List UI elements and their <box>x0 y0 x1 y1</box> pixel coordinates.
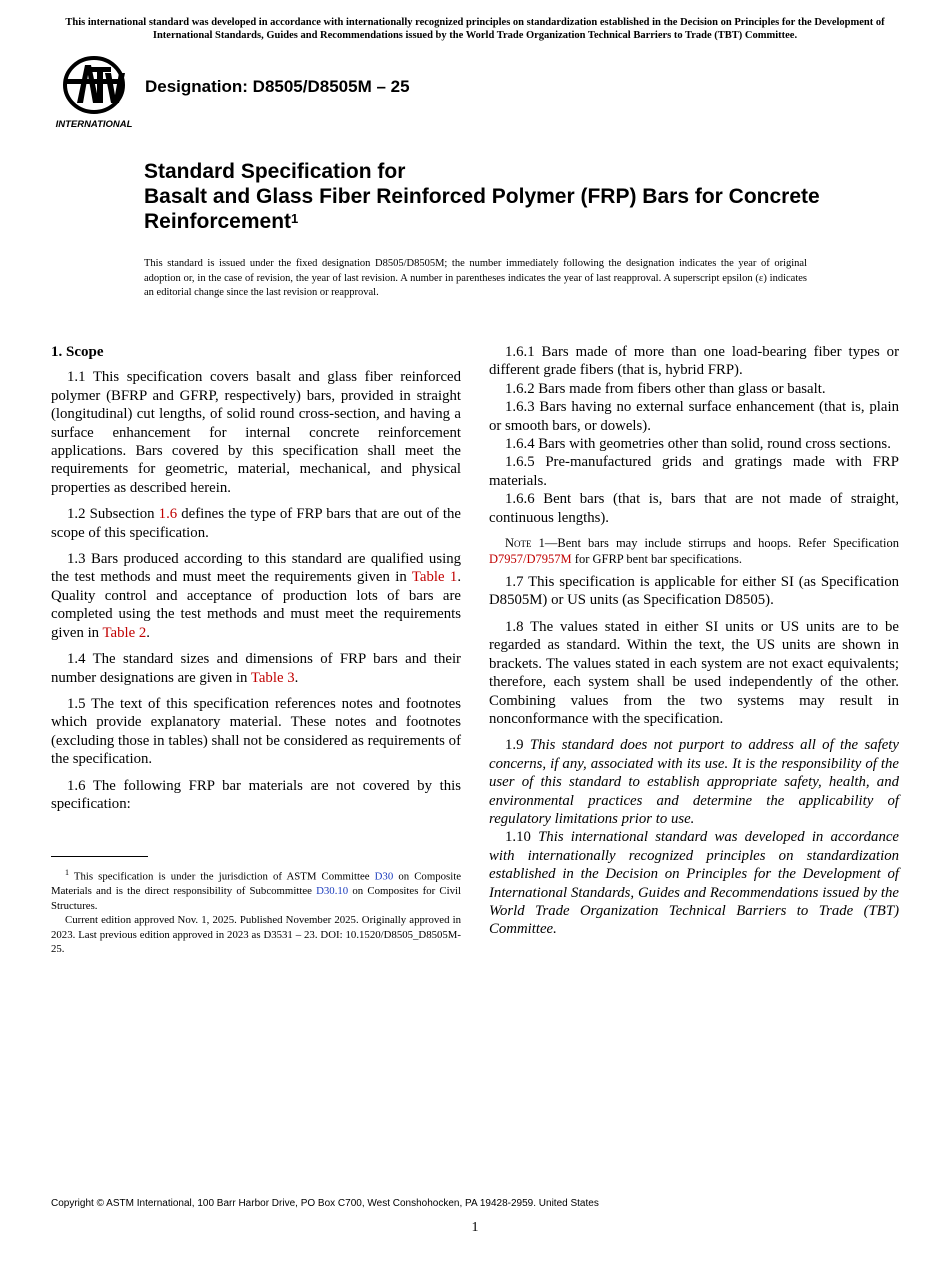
link-subcommittee-d30-10[interactable]: D30.10 <box>316 885 349 898</box>
link-table-2[interactable]: Table 2 <box>102 624 147 641</box>
paragraph-1-9: 1.9 This standard does not purport to address all of the safety concerns, if any, associated with its use. It is the responsibility of the user of this standard to establish appropriate safety, health, and environmental practices and determine the applicability of regulatory limitations prior to use. <box>489 737 899 827</box>
logo-text: INTERNATIONAL <box>55 119 133 130</box>
link-d7957[interactable]: D7957/D7957M <box>489 552 572 567</box>
designation-prefix: Designation: D8505/D8505M <box>145 77 372 96</box>
link-subsection-1-6[interactable]: 1.6 <box>158 506 178 523</box>
astm-international-logo-icon <box>53 55 135 131</box>
footnote-1: $^1$ This specification is under the jurisdiction of ASTM Committee D30 on Composite Materials and is the direct responsibility of Subcommittee D30.10 on Composites for Civil Structures. <box>51 868 462 912</box>
left-column <box>51 343 461 821</box>
paragraph-1-10: 1.10 This international standard was developed in accordance with internationally recognized principles on standardization established in the Decision on Principles for the Development of International Standards, Guides and Recommendations issued by the World Trade Organization Technical Barriers to Trade (TBT) Committee. <box>489 829 899 938</box>
paragraph-1-6-5: 1.6.5 Pre-manufactured grids and gratings made with FRP materials. <box>489 454 899 489</box>
paragraph-1-4: 1.4 The standard sizes and dimensions of FRP bars and their number designations are given in Table 3. <box>51 651 461 686</box>
issuance-statement: This standard is issued under the fixed designation D8505/D8505M; the number immediately following the designation indicates the year of original adoption or, in the case of revision, the year of last revision. A number in parentheses indicates the year of last reapproval. A superscript epsilon (ε) indicates an editorial change since the last revision or reapproval. <box>144 258 807 298</box>
note-label: Note <box>505 536 532 551</box>
paragraph-1-6: 1.6 The following FRP bar materials are not covered by this specification: <box>51 777 461 812</box>
document-title <box>144 159 844 234</box>
designation-year: 25 <box>390 77 410 96</box>
note-1: Note 1—Bent bars may include stirrups and hoops. Refer Specification D7957/D7957M for GFRP bent bar specifications. <box>489 536 899 567</box>
designation <box>145 77 410 97</box>
paragraph-1-2: 1.2 Subsection 1.6 defines the type of FRP bars that are out of the scope of this specification. <box>51 506 461 541</box>
title-line-1: Standard Specification for <box>144 160 406 183</box>
paragraph-1-6-2: 1.6.2 Bars made from fibers other than glass or basalt. <box>505 380 826 397</box>
link-committee-d30[interactable]: D30 <box>374 870 394 883</box>
title-footnote-mark[interactable]: 1 <box>291 211 299 226</box>
footnote-edition: Current edition approved Nov. 1, 2025. Published November 2025. Originally approved in 2023. Last previous edition approved in 2023 as D3531 – 23. DOI: 10.1520/D8505_D8505M-25. <box>51 914 461 956</box>
paragraph-1-6-3: 1.6.3 Bars having no external surface enhancement (that is, plain or smooth bars, or dowels). <box>489 399 899 434</box>
copyright-notice: Copyright © ASTM International, 100 Barr Harbor Drive, PO Box C700, West Conshohocken, PA 19428-2959. United States <box>51 1198 599 1209</box>
header-notice: This international standard was developed in accordance with internationally recognized principles on standardization established in the Decision on Principles for the Development of International Standards, Guides and Recommendations issued by the World Trade Organization Technical Barriers to Trade (TBT) Committee. <box>65 17 885 41</box>
paragraph-1-6-4: 1.6.4 Bars with geometries other than solid, round cross sections. <box>505 436 891 453</box>
paragraph-1-1: 1.1 This specification covers basalt and glass fiber reinforced polymer (BFRP and GFRP, respectively) bars, provided in straight (longitudinal) cut lengths, of solid round cross-section, and having a surface enhancement for internal concrete reinforcement applications. Bars covered by this specification shall meet the requirements for geometric, material, mechanical, and physical properties as described herein. <box>51 369 461 496</box>
link-table-3[interactable]: Table 3 <box>250 669 295 686</box>
paragraph-1-6-1: 1.6.1 Bars made of more than one load-bearing fiber types or different grade fibers (that is, hybrid FRP). <box>489 344 899 379</box>
page-number: 1 <box>471 1220 479 1235</box>
paragraph-1-5: 1.5 The text of this specification references notes and footnotes which provide explanatory material. These notes and footnotes (excluding those in tables) shall not be considered as requirements of the specification. <box>51 695 461 768</box>
link-table-1[interactable]: Table 1 <box>411 569 458 586</box>
title-line-2: Basalt and Glass Fiber Reinforced Polymer (FRP) Bars for Concrete Reinforcement$^1$ <box>144 185 820 233</box>
paragraph-1-8: 1.8 The values stated in either SI units or US units are to be regarded as standard. Within the text, the US units are shown in brackets. The values stated in each system are not exact equivalents; therefore, each system shall be used independently of the other. Combining values from the two systems may result in nonconformance with the specification. <box>489 618 899 727</box>
paragraph-1-7: 1.7 This specification is applicable for either SI (as Specification D8505M) or US units (as Specification D8505). <box>489 574 899 609</box>
right-column <box>489 343 899 947</box>
paragraph-1-3: 1.3 Bars produced according to this standard are qualified using the test methods and must meet the requirements given in Table 1. Quality control and acceptance of production lots of bars are completed using the test methods and must meet the requirements given in Table 2. <box>51 551 462 641</box>
footnotes <box>51 866 461 957</box>
section-heading-scope: 1. Scope <box>51 344 104 360</box>
footnote-divider <box>51 856 148 857</box>
designation-dash: – <box>371 77 391 96</box>
paragraph-1-6-6: 1.6.6 Bent bars (that is, bars that are not made of straight, continuous lengths). <box>489 491 899 526</box>
